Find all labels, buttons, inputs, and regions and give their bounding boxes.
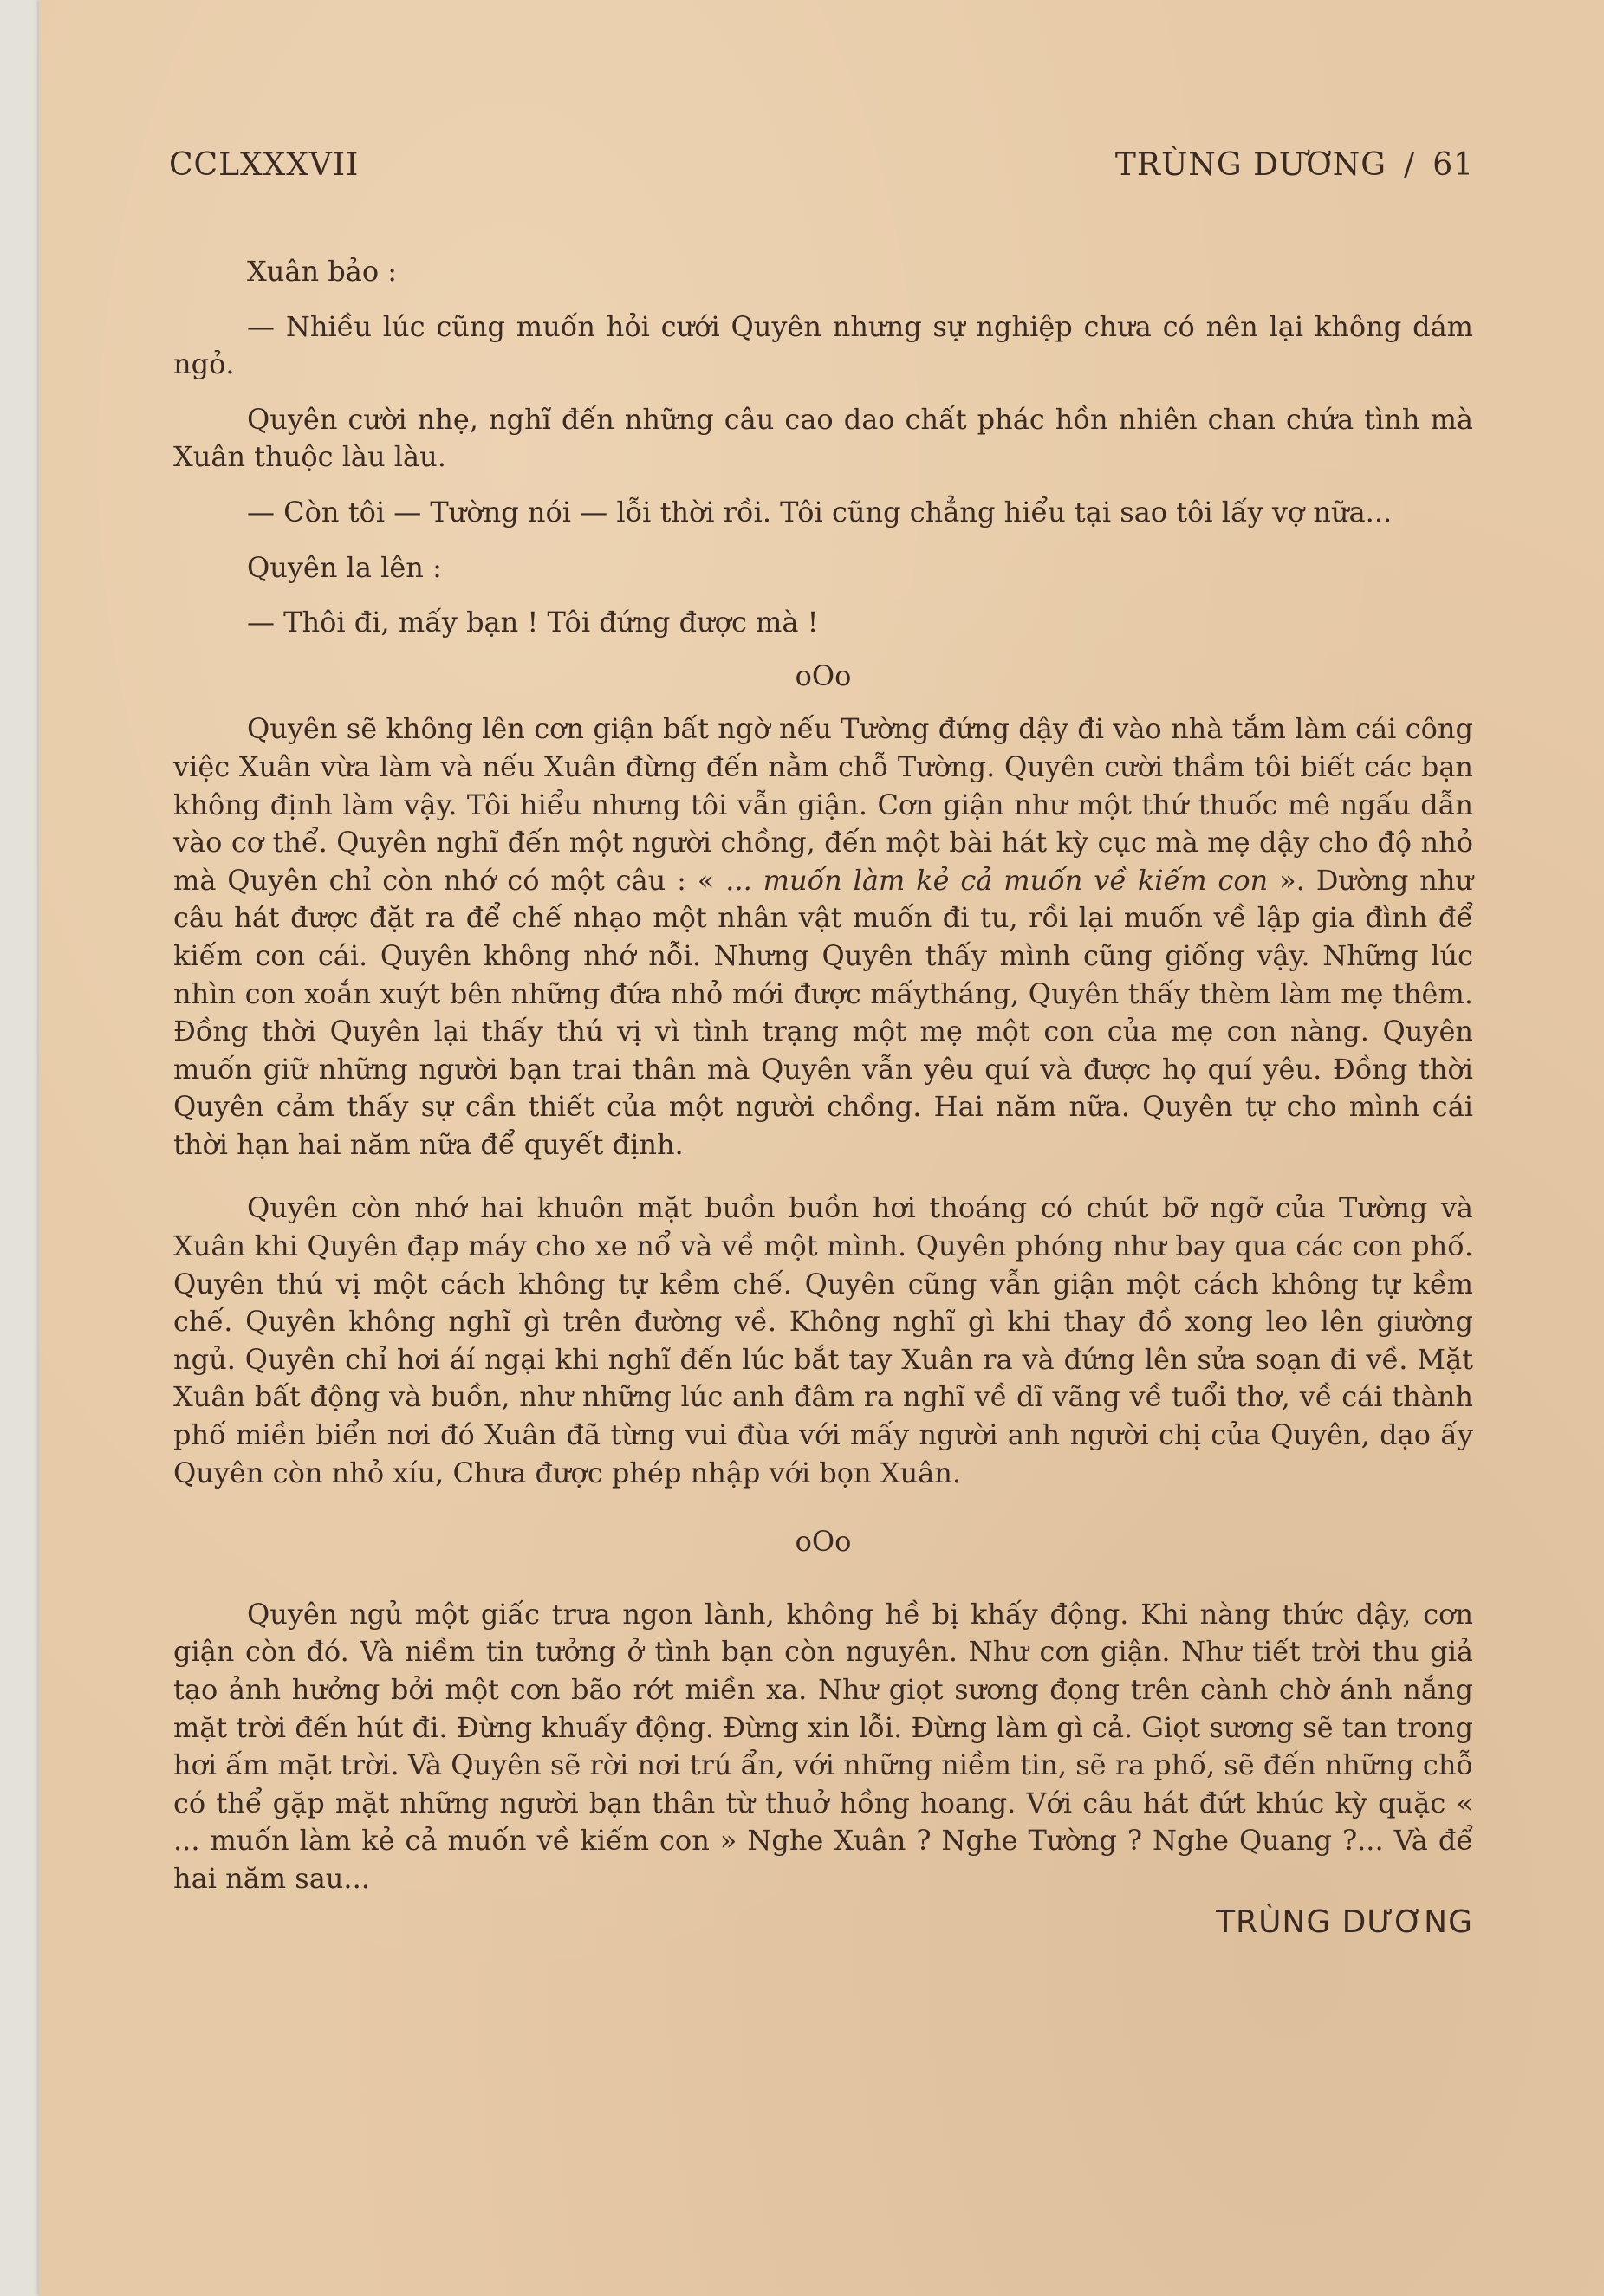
paragraph-1: Xuân bảo : <box>247 255 398 288</box>
paragraph-7 <box>173 710 1473 1164</box>
article-body <box>173 253 1473 1972</box>
paragraph-5: Quyên la lên : <box>247 550 442 584</box>
paragraph-8: Quyên còn nhớ hai khuôn mặt buồn buồn hơi thoáng có chút bỡ ngỡ của Tường và Xuân khi Quyên đạp máy cho xe nổ và về một mình. Quyên phóng như bay qua các con phố. Quyên thú vị một cách không tự kềm chế. Quyên cũng vẫn giận một cách không tự kềm chế. Quyên không nghĩ gì trên đường về. Không nghĩ gì khi thay đồ xong leo lên giường ngủ. Quyên chỉ hơi áí ngại khi nghĩ đến lúc bắt tay Xuân ra và đứng lên sửa soạn đi về. Mặt Xuân bất động và buồn, như những lúc anh đâm ra nghĩ về dĩ vãng về tuổi thơ, về cái thành phố miền biển nơi đó Xuân đã từng vui đùa với mấy người anh người chị của Quyên, dạo ấy Quyên còn nhỏ xíu, Chưa được phép nhập với bọn Xuân. <box>173 1191 1473 1489</box>
paragraph-7-part-b: ». Dường như câu hát được đặt ra để chế nhạo một nhân vật muốn đi tu, rồi lại muốn về lập gia đình để kiếm con cái. Quyên không nhớ nỗi. Nhưng Quyên thấy mình cũng giống vậy. Những lúc nhìn con xoắn xuýt bên những đứa nhỏ mới được mấytháng, Quyên thấy thèm làm mẹ thêm. Đồng thời Quyên lại thấy thú vị vì tình trạng một mẹ một con của mẹ con nàng. Quyên muốn giữ những người bạn trai thân mà Quyên vẫn yêu quí và được họ quí yêu. Đồng thời Quyên cảm thấy sự cần thiết của một người chồng. Hai năm nữa. Quyên tự cho mình cái thời hạn hai năm nữa để quyết định. <box>173 863 1474 1161</box>
paragraph-2: — Nhiều lúc cũng muốn hỏi cưới Quyên nhưng sự nghiệp chưa có nên lại không dám ngỏ. <box>173 309 1473 381</box>
header-separator: / <box>1404 147 1416 183</box>
paragraph-6: — Thôi đi, mấy bạn ! Tôi đứng được mà ! <box>247 606 819 639</box>
book-page <box>39 0 1604 2296</box>
running-header <box>169 147 1474 191</box>
section-separator-2: oOo <box>795 1525 852 1559</box>
paragraph-3: Quyên cười nhẹ, nghĩ đến những câu cao dao chất phác hồn nhiên chan chứa tình mà Xuân thuộc làu làu. <box>173 402 1473 474</box>
page-number: 61 <box>1432 147 1474 183</box>
author-signature: TRÙNG DƯƠNG <box>1216 1904 1473 1940</box>
header-author: TRÙNG DƯƠNG <box>1114 147 1387 183</box>
quoted-song: ... muốn làm kẻ cả muốn về kiếm con <box>725 863 1269 897</box>
paragraph-7-part-a: Quyên sẽ không lên cơn giận bất ngờ nếu Tường đứng dậy đi vào nhà tắm làm cái công việc Xuân vừa làm và nếu Xuân đừng đến nằm chỗ Tường. Quyên cười thầm tôi biết các bạn không định làm vậy. Tôi hiểu nhưng tôi vẫn giận. Cơn giận như một thứ thuốc mê ngấu dẫn vào cơ thể. Quyên nghĩ đến một người chồng, đến một bài hát kỳ cục mà mẹ dậy cho độ nhỏ mà Quyên chỉ còn nhớ có một câu : « <box>173 712 1473 897</box>
header-right <box>1115 147 1474 183</box>
paragraph-4: — Còn tôi — Tường nói — lỗi thời rồi. Tôi cũng chẳng hiểu tại sao tôi lấy vợ nữa... <box>247 495 1393 529</box>
issue-number: CCLXXXVII <box>169 147 360 183</box>
section-separator-1: oOo <box>795 658 852 692</box>
paragraph-9: Quyên ngủ một giấc trưa ngon lành, không hề bị khấy động. Khi nàng thức dậy, cơn giận còn đó. Và niềm tin tưởng ở tình bạn còn nguyên. Như cơn giận. Như tiết trời thu giả tạo ảnh hưởng bởi một cơn bão rớt miền xa. Như giọt sương đọng trên cành chờ ánh nắng mặt trời đến hút đi. Đừng khuấy động. Đừng xin lỗi. Đừng làm gì cả. Giọt sương sẽ tan trong hơi ấm mặt trời. Và Quyên sẽ rời nơi trú ẩn, với những niềm tin, sẽ ra phố, sẽ đến những chỗ có thể gặp mặt những người bạn thân từ thuở hồng hoang. Với câu hát đứt khúc kỳ quặc « ... muốn làm kẻ cả muốn về kiếm con » Nghe Xuân ? Nghe Tường ? Nghe Quang ?... Và để hai năm sau... <box>173 1597 1473 1895</box>
